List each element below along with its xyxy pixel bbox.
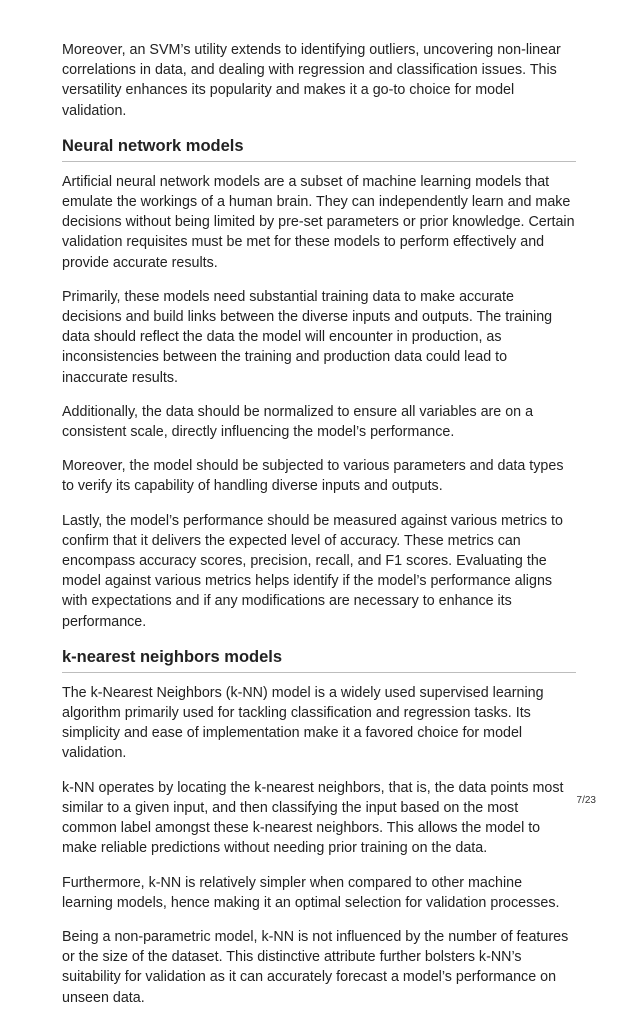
paragraph: Primarily, these models need substantial training data to make accurate decisions and build links between the diverse inputs and outputs. The training data should reflect the data the model will encounter in production, as inconsistencies between the training and production data could lead to inaccurate results.	[62, 288, 553, 386]
paragraph: Moreover, the model should be subjected to various parameters and data types to verify its capability of handling diverse inputs and outputs.	[62, 458, 564, 495]
paragraph: Furthermore, k-NN is relatively simpler when compared to other machine learning models, hence making it an optimal selection for validation processes.	[62, 874, 560, 911]
page-number: 7/23	[576, 795, 596, 806]
paragraph: The k-Nearest Neighbors (k-NN) model is a widely used supervised learning algorithm primarily used for tackling classification and regression tasks. Its simplicity and ease of implementation make it a favored choice for model validation.	[62, 684, 544, 762]
paragraph: Artificial neural network models are a subset of machine learning models that emulate the workings of a human brain. They can independently learn and make decisions without being limited by pre-set parameters or prior knowledge. Certain validation requisites must be met for these models to perform effectively and provide accurate results.	[62, 173, 575, 271]
paragraph: Additionally, the data should be normalized to ensure all variables are on a consistent scale, directly influencing the model’s performance.	[62, 403, 534, 441]
section-heading-neural-network: Neural network models	[62, 136, 244, 155]
section-heading-knn: k-nearest neighbors models	[62, 647, 283, 666]
document-page	[62, 40, 576, 1022]
section-divider	[62, 161, 576, 162]
section-divider	[62, 672, 576, 673]
paragraph: Lastly, the model’s performance should be measured against various metrics to confirm that it delivers the expected level of accuracy. These metrics can encompass accuracy scores, precision, recall, and F1 scores. Evaluating the model against various metrics helps identify if the model’s performance aligns with expectations and if any modifications are necessary to enhance its performance.	[62, 512, 563, 630]
paragraph: Being a non-parametric model, k-NN is not influenced by the number of features or the size of the dataset. This distinctive attribute further bolsters k-NN’s suitability for validation as it can accurately forecast a model’s performance on unseen data.	[62, 928, 569, 1006]
intro-paragraph: Moreover, an SVM’s utility extends to identifying outliers, uncovering non-linear correlations in data, and dealing with regression and classification issues. This versatility enhances its popularity and makes it a go-to choice for model validation.	[62, 42, 561, 119]
paragraph: k-NN operates by locating the k-nearest neighbors, that is, the data points most similar to a given input, and then classifying the input based on the most common label amongst these k-nearest neighbors. This allows the model to make reliable predictions without needing prior training on the data.	[62, 779, 564, 857]
